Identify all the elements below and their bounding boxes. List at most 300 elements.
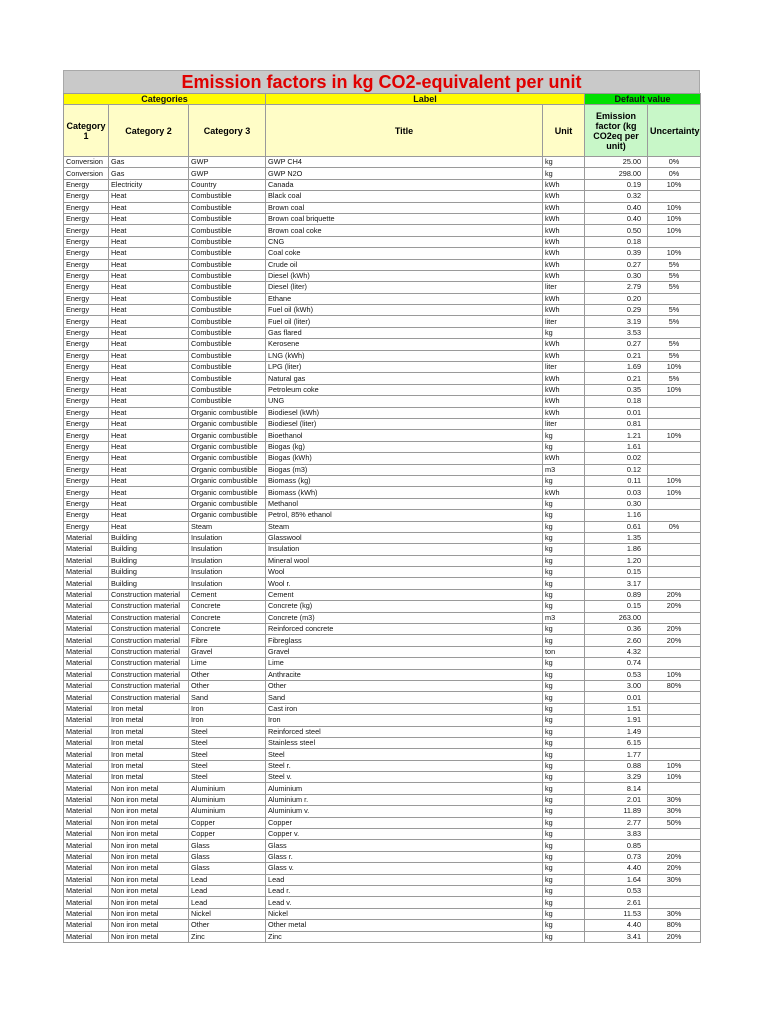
cell-unit: kg [543, 658, 585, 669]
cell-category-2: Non iron metal [109, 817, 189, 828]
cell-title: Diesel (liter) [266, 282, 543, 293]
cell-category-3: Gravel [189, 646, 266, 657]
cell-title: Gas flared [266, 327, 543, 338]
table-row [64, 510, 701, 521]
cell-category-2: Construction material [109, 635, 189, 646]
cell-unit: kg [543, 430, 585, 441]
table-row [64, 931, 701, 942]
cell-emission-factor: 0.74 [585, 658, 648, 669]
cell-category-2: Electricity [109, 179, 189, 190]
cell-uncertainty: 5% [648, 339, 701, 350]
cell-title: Brown coal [266, 202, 543, 213]
cell-category-3: Iron [189, 715, 266, 726]
cell-uncertainty [648, 441, 701, 452]
cell-emission-factor: 0.18 [585, 396, 648, 407]
cell-category-1: Material [64, 567, 109, 578]
cell-category-3: Lead [189, 874, 266, 885]
cell-category-2: Heat [109, 407, 189, 418]
cell-category-2: Non iron metal [109, 840, 189, 851]
cell-category-3: Copper [189, 829, 266, 840]
table-row [64, 407, 701, 418]
cell-title: Canada [266, 179, 543, 190]
table-row [64, 350, 701, 361]
cell-unit: kWh [543, 191, 585, 202]
cell-category-1: Material [64, 726, 109, 737]
cell-title: Biodiesel (kWh) [266, 407, 543, 418]
cell-category-3: Organic combustible [189, 464, 266, 475]
cell-category-1: Material [64, 760, 109, 771]
cell-category-1: Material [64, 635, 109, 646]
cell-unit: kg [543, 908, 585, 919]
cell-category-3: Combustible [189, 293, 266, 304]
cell-unit: m3 [543, 612, 585, 623]
group-default-value: Default value [585, 94, 701, 105]
table-row [64, 339, 701, 350]
cell-category-2: Heat [109, 293, 189, 304]
cell-category-3: Combustible [189, 248, 266, 259]
cell-emission-factor: 0.27 [585, 339, 648, 350]
cell-unit: kg [543, 783, 585, 794]
cell-category-3: Concrete [189, 612, 266, 623]
cell-category-2: Non iron metal [109, 806, 189, 817]
cell-emission-factor: 1.77 [585, 749, 648, 760]
cell-category-2: Heat [109, 259, 189, 270]
cell-category-3: Steel [189, 772, 266, 783]
cell-title: Reinforced steel [266, 726, 543, 737]
cell-category-2: Heat [109, 225, 189, 236]
cell-title: Cast iron [266, 703, 543, 714]
cell-category-1: Energy [64, 498, 109, 509]
cell-category-2: Non iron metal [109, 874, 189, 885]
cell-uncertainty: 10% [648, 487, 701, 498]
cell-uncertainty [648, 783, 701, 794]
cell-emission-factor: 2.79 [585, 282, 648, 293]
cell-category-2: Iron metal [109, 760, 189, 771]
cell-category-1: Energy [64, 464, 109, 475]
cell-title: Bioethanol [266, 430, 543, 441]
cell-category-3: Insulation [189, 544, 266, 555]
cell-category-1: Energy [64, 521, 109, 532]
cell-uncertainty [648, 840, 701, 851]
cell-category-2: Construction material [109, 692, 189, 703]
table-row [64, 384, 701, 395]
cell-uncertainty: 10% [648, 430, 701, 441]
table-row [64, 202, 701, 213]
col-unit: Unit [543, 105, 585, 157]
cell-unit: kWh [543, 384, 585, 395]
cell-category-3: Organic combustible [189, 475, 266, 486]
cell-category-3: Glass [189, 840, 266, 851]
cell-uncertainty [648, 293, 701, 304]
cell-unit: kWh [543, 305, 585, 316]
cell-category-2: Heat [109, 191, 189, 202]
cell-title: Concrete (kg) [266, 601, 543, 612]
cell-uncertainty: 20% [648, 635, 701, 646]
table-row [64, 270, 701, 281]
cell-uncertainty [648, 464, 701, 475]
cell-uncertainty: 80% [648, 920, 701, 931]
table-row [64, 658, 701, 669]
cell-uncertainty: 5% [648, 350, 701, 361]
cell-uncertainty: 5% [648, 282, 701, 293]
cell-unit: liter [543, 282, 585, 293]
table-row [64, 521, 701, 532]
cell-category-3: Organic combustible [189, 510, 266, 521]
col-title: Title [266, 105, 543, 157]
cell-unit: kWh [543, 259, 585, 270]
cell-category-2: Heat [109, 475, 189, 486]
cell-unit: kg [543, 715, 585, 726]
cell-category-3: Insulation [189, 578, 266, 589]
cell-category-1: Material [64, 669, 109, 680]
cell-emission-factor: 11.53 [585, 908, 648, 919]
cell-title: Cement [266, 589, 543, 600]
cell-emission-factor: 0.29 [585, 305, 648, 316]
table-row [64, 817, 701, 828]
cell-category-1: Material [64, 863, 109, 874]
cell-uncertainty [648, 453, 701, 464]
cell-category-3: Organic combustible [189, 430, 266, 441]
cell-category-1: Energy [64, 362, 109, 373]
cell-unit: kg [543, 441, 585, 452]
cell-uncertainty: 20% [648, 863, 701, 874]
cell-title: Crude oil [266, 259, 543, 270]
cell-category-1: Material [64, 737, 109, 748]
cell-emission-factor: 0.27 [585, 259, 648, 270]
cell-emission-factor: 0.88 [585, 760, 648, 771]
cell-uncertainty: 10% [648, 225, 701, 236]
table-row [64, 635, 701, 646]
cell-category-1: Conversion [64, 168, 109, 179]
cell-category-1: Energy [64, 225, 109, 236]
cell-emission-factor: 0.40 [585, 213, 648, 224]
cell-category-3: Concrete [189, 601, 266, 612]
cell-title: Lead r. [266, 886, 543, 897]
table-row [64, 327, 701, 338]
cell-title: Biogas (m3) [266, 464, 543, 475]
cell-title: Wool r. [266, 578, 543, 589]
cell-emission-factor: 1.86 [585, 544, 648, 555]
cell-unit: kg [543, 703, 585, 714]
cell-category-1: Material [64, 851, 109, 862]
cell-title: Steam [266, 521, 543, 532]
cell-category-2: Non iron metal [109, 886, 189, 897]
cell-unit: kg [543, 510, 585, 521]
cell-category-2: Heat [109, 350, 189, 361]
table-row [64, 430, 701, 441]
table-row [64, 362, 701, 373]
cell-category-3: Nickel [189, 908, 266, 919]
cell-category-3: Other [189, 680, 266, 691]
cell-emission-factor: 1.91 [585, 715, 648, 726]
cell-category-2: Building [109, 578, 189, 589]
cell-category-1: Energy [64, 293, 109, 304]
cell-title: Biogas (kWh) [266, 453, 543, 464]
cell-title: Zinc [266, 931, 543, 942]
cell-unit: kWh [543, 373, 585, 384]
cell-category-1: Material [64, 692, 109, 703]
table-row [64, 886, 701, 897]
cell-title: Fuel oil (liter) [266, 316, 543, 327]
cell-unit: kWh [543, 453, 585, 464]
table-row [64, 863, 701, 874]
col-emission-factor: Emission factor (kg CO2eq per unit) [585, 105, 648, 157]
cell-emission-factor: 0.81 [585, 418, 648, 429]
cell-emission-factor: 1.69 [585, 362, 648, 373]
table-row [64, 703, 701, 714]
cell-unit: kg [543, 737, 585, 748]
cell-title: Other [266, 680, 543, 691]
cell-unit: kWh [543, 350, 585, 361]
cell-category-2: Heat [109, 248, 189, 259]
cell-unit: kg [543, 920, 585, 931]
cell-emission-factor: 0.01 [585, 407, 648, 418]
table-row [64, 487, 701, 498]
cell-uncertainty: 10% [648, 213, 701, 224]
cell-category-2: Heat [109, 510, 189, 521]
table-row [64, 498, 701, 509]
cell-emission-factor: 2.60 [585, 635, 648, 646]
cell-category-3: Steel [189, 760, 266, 771]
cell-category-1: Energy [64, 248, 109, 259]
cell-unit: kg [543, 874, 585, 885]
cell-unit: kg [543, 886, 585, 897]
cell-emission-factor: 263.00 [585, 612, 648, 623]
cell-unit: kg [543, 749, 585, 760]
cell-unit: kg [543, 840, 585, 851]
cell-category-3: Glass [189, 863, 266, 874]
cell-emission-factor: 0.35 [585, 384, 648, 395]
cell-unit: kWh [543, 270, 585, 281]
table-row [64, 396, 701, 407]
cell-category-1: Energy [64, 510, 109, 521]
cell-category-2: Non iron metal [109, 863, 189, 874]
cell-category-1: Energy [64, 418, 109, 429]
cell-unit: kg [543, 544, 585, 555]
cell-category-2: Heat [109, 396, 189, 407]
cell-category-3: Organic combustible [189, 453, 266, 464]
cell-category-3: Other [189, 669, 266, 680]
cell-uncertainty [648, 737, 701, 748]
cell-category-2: Non iron metal [109, 851, 189, 862]
cell-unit: kWh [543, 293, 585, 304]
cell-title: Gravel [266, 646, 543, 657]
cell-unit: kWh [543, 487, 585, 498]
cell-category-2: Non iron metal [109, 897, 189, 908]
cell-emission-factor: 11.89 [585, 806, 648, 817]
cell-title: Sand [266, 692, 543, 703]
cell-category-3: Combustible [189, 350, 266, 361]
cell-title: Iron [266, 715, 543, 726]
cell-emission-factor: 1.51 [585, 703, 648, 714]
cell-title: Glass v. [266, 863, 543, 874]
cell-category-3: Combustible [189, 259, 266, 270]
cell-category-2: Heat [109, 384, 189, 395]
cell-uncertainty: 30% [648, 806, 701, 817]
table-row [64, 567, 701, 578]
cell-category-1: Energy [64, 316, 109, 327]
cell-category-1: Material [64, 897, 109, 908]
table-row [64, 282, 701, 293]
col-uncertainty: Uncertainty [648, 105, 701, 157]
cell-emission-factor: 0.02 [585, 453, 648, 464]
cell-category-3: Steel [189, 737, 266, 748]
cell-title: Copper [266, 817, 543, 828]
cell-uncertainty: 20% [648, 624, 701, 635]
table-row [64, 213, 701, 224]
cell-unit: kg [543, 578, 585, 589]
cell-category-2: Gas [109, 168, 189, 179]
cell-uncertainty [648, 646, 701, 657]
cell-uncertainty [648, 510, 701, 521]
cell-category-2: Construction material [109, 589, 189, 600]
cell-unit: kg [543, 680, 585, 691]
cell-title: Wool [266, 567, 543, 578]
cell-uncertainty: 10% [648, 760, 701, 771]
cell-category-2: Heat [109, 430, 189, 441]
cell-emission-factor: 0.21 [585, 350, 648, 361]
cell-emission-factor: 298.00 [585, 168, 648, 179]
cell-category-3: Insulation [189, 532, 266, 543]
cell-emission-factor: 3.29 [585, 772, 648, 783]
cell-unit: kg [543, 157, 585, 168]
cell-unit: kg [543, 806, 585, 817]
cell-category-2: Building [109, 544, 189, 555]
cell-unit: kg [543, 863, 585, 874]
cell-uncertainty [648, 715, 701, 726]
cell-category-1: Material [64, 589, 109, 600]
cell-unit: kWh [543, 202, 585, 213]
cell-emission-factor: 3.17 [585, 578, 648, 589]
cell-title: LPG (liter) [266, 362, 543, 373]
cell-category-1: Energy [64, 441, 109, 452]
cell-uncertainty [648, 191, 701, 202]
cell-category-3: Country [189, 179, 266, 190]
cell-title: Black coal [266, 191, 543, 202]
table-row [64, 669, 701, 680]
cell-uncertainty: 80% [648, 680, 701, 691]
cell-category-2: Heat [109, 270, 189, 281]
cell-category-1: Material [64, 544, 109, 555]
cell-category-1: Energy [64, 305, 109, 316]
cell-category-1: Energy [64, 179, 109, 190]
cell-title: Aluminium r. [266, 794, 543, 805]
cell-category-3: Combustible [189, 225, 266, 236]
cell-category-2: Building [109, 567, 189, 578]
cell-unit: kg [543, 669, 585, 680]
cell-title: GWP CH4 [266, 157, 543, 168]
cell-category-3: Glass [189, 851, 266, 862]
cell-category-3: Lime [189, 658, 266, 669]
table-row [64, 737, 701, 748]
cell-uncertainty [648, 829, 701, 840]
cell-emission-factor: 1.64 [585, 874, 648, 885]
table-row [64, 305, 701, 316]
cell-category-2: Non iron metal [109, 920, 189, 931]
cell-category-1: Energy [64, 236, 109, 247]
cell-emission-factor: 2.77 [585, 817, 648, 828]
cell-title: Natural gas [266, 373, 543, 384]
cell-category-2: Heat [109, 202, 189, 213]
cell-unit: kg [543, 635, 585, 646]
cell-emission-factor: 0.61 [585, 521, 648, 532]
cell-title: Glass [266, 840, 543, 851]
cell-unit: kWh [543, 179, 585, 190]
table-row [64, 259, 701, 270]
cell-category-3: Aluminium [189, 806, 266, 817]
group-categories: Categories [64, 94, 266, 105]
cell-unit: kWh [543, 213, 585, 224]
cell-unit: kWh [543, 225, 585, 236]
cell-uncertainty: 20% [648, 589, 701, 600]
table-row [64, 373, 701, 384]
cell-unit: kg [543, 931, 585, 942]
cell-unit: kWh [543, 236, 585, 247]
cell-title: Biodiesel (liter) [266, 418, 543, 429]
cell-category-3: Combustible [189, 362, 266, 373]
cell-emission-factor: 1.35 [585, 532, 648, 543]
cell-uncertainty: 5% [648, 270, 701, 281]
table-row [64, 612, 701, 623]
cell-category-3: Combustible [189, 202, 266, 213]
table-row [64, 726, 701, 737]
cell-unit: kg [543, 817, 585, 828]
cell-category-3: GWP [189, 157, 266, 168]
cell-category-2: Iron metal [109, 726, 189, 737]
cell-category-2: Construction material [109, 601, 189, 612]
cell-uncertainty: 20% [648, 851, 701, 862]
cell-uncertainty [648, 498, 701, 509]
cell-category-1: Material [64, 624, 109, 635]
cell-emission-factor: 4.32 [585, 646, 648, 657]
cell-category-3: Combustible [189, 384, 266, 395]
cell-title: Mineral wool [266, 555, 543, 566]
cell-category-1: Material [64, 601, 109, 612]
cell-emission-factor: 2.01 [585, 794, 648, 805]
cell-title: Steel [266, 749, 543, 760]
cell-category-1: Energy [64, 213, 109, 224]
cell-category-1: Energy [64, 327, 109, 338]
cell-title: CNG [266, 236, 543, 247]
cell-title: Ethane [266, 293, 543, 304]
cell-category-3: Fibre [189, 635, 266, 646]
cell-emission-factor: 25.00 [585, 157, 648, 168]
cell-category-1: Material [64, 680, 109, 691]
cell-title: Concrete (m3) [266, 612, 543, 623]
cell-uncertainty: 10% [648, 384, 701, 395]
cell-emission-factor: 1.16 [585, 510, 648, 521]
cell-emission-factor: 2.61 [585, 897, 648, 908]
cell-category-1: Material [64, 931, 109, 942]
cell-unit: kg [543, 567, 585, 578]
cell-category-3: Combustible [189, 305, 266, 316]
cell-uncertainty: 10% [648, 179, 701, 190]
cell-category-2: Heat [109, 362, 189, 373]
table-body [64, 157, 701, 943]
table-row [64, 544, 701, 555]
cell-uncertainty: 10% [648, 248, 701, 259]
cell-unit: kg [543, 498, 585, 509]
cell-emission-factor: 0.53 [585, 886, 648, 897]
cell-category-2: Iron metal [109, 703, 189, 714]
cell-category-3: Organic combustible [189, 407, 266, 418]
cell-unit: kg [543, 829, 585, 840]
cell-emission-factor: 0.89 [585, 589, 648, 600]
cell-emission-factor: 0.50 [585, 225, 648, 236]
cell-uncertainty [648, 418, 701, 429]
table-row [64, 829, 701, 840]
table-row [64, 749, 701, 760]
